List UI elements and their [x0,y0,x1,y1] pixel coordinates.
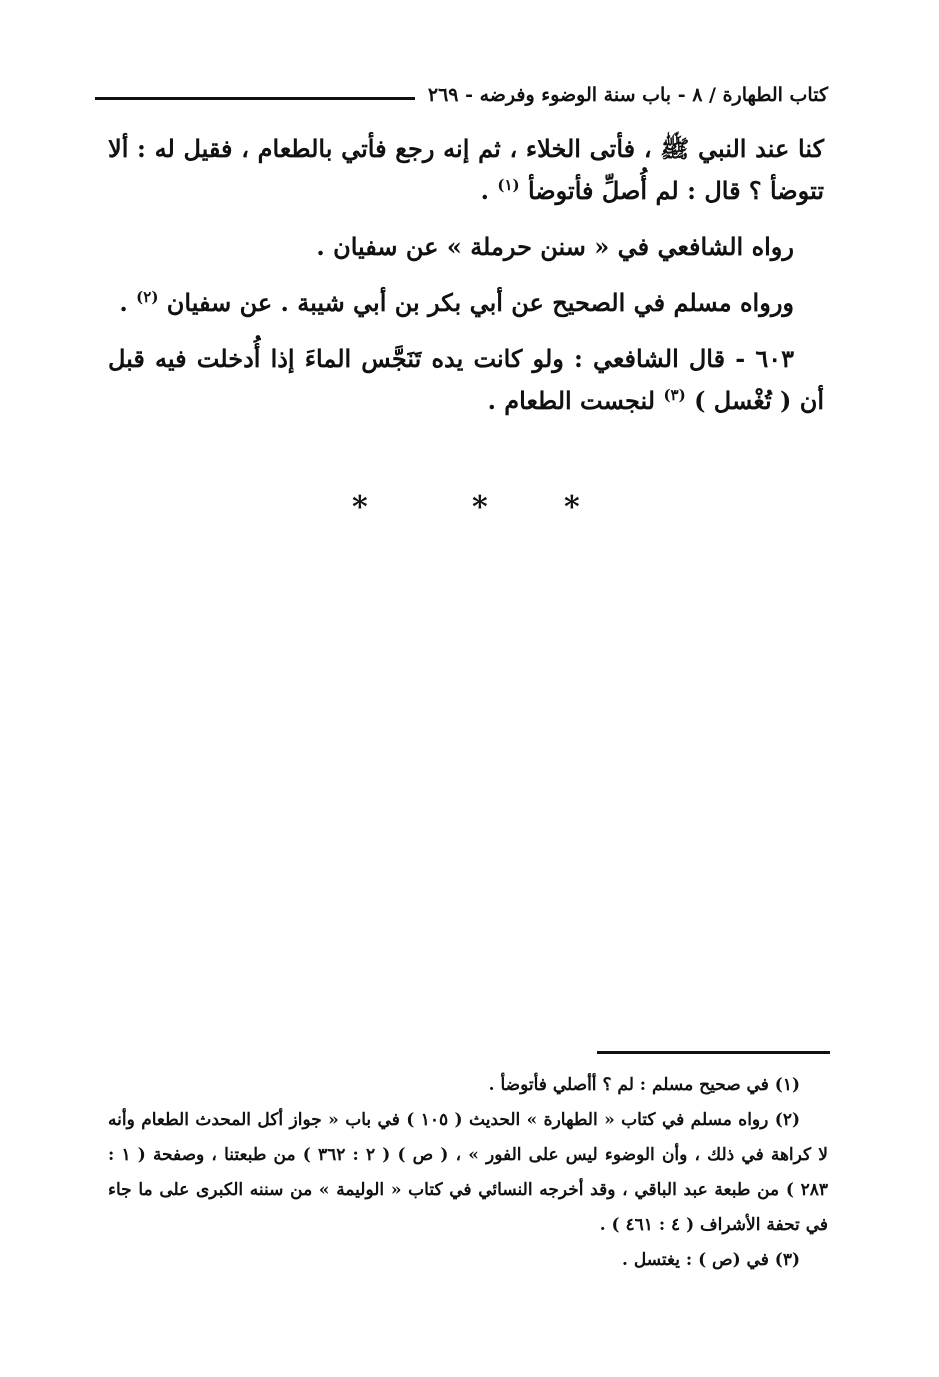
paragraph-muslim-narration [108,282,824,324]
section-separator [340,490,610,530]
asterisk: * [564,490,580,525]
header-rule [95,97,415,100]
footnote-1: (١) في صحيح مسلم : لم ؟ أأصلي فأتوضأ . [488,1075,800,1095]
asterisk: * [352,490,368,525]
paragraph-end: لنجست الطعام . [487,386,664,415]
page-header [95,74,830,114]
asterisk: * [472,490,488,525]
paragraph-text: رواه الشافعي في « سنن حرملة » عن سفيان . [316,232,794,261]
paragraph-text: ورواه مسلم في الصحيح عن أبي بكر بن أبي شيبة . عن سفيان [166,288,794,317]
paragraph-end: . [480,176,498,205]
paragraph-hadith [108,128,824,212]
paragraph-end: . [119,288,137,317]
running-title: كتاب الطهارة / ٨ - باب سنة الوضوء وفرضه - ٢٦٩ [427,84,828,106]
footnote-ref-1: (١) [497,176,520,194]
main-text [108,128,824,436]
footnotes [108,1068,828,1278]
paragraph-text: كنا عند النبي ﷺ ، فأتى الخلاء ، ثم إنه رجع فأتي بالطعام ، فقيل له : ألا تتوضأ ؟ قال : لم أُصلِّ فأتوضأ [108,134,824,205]
paragraph-text: ٦٠٣ - قال الشافعي : ولو كانت يده تَنَجَّس الماءَ إذا أُدخلت فيه قبل أن ( تُغْسل ) [108,344,824,415]
paragraph-603 [108,338,824,422]
footnote-rule [597,1051,830,1054]
footnote-ref-3: (٣) [663,386,686,404]
footnote-2: (٢) رواه مسلم في كتاب « الطهارة » الحديث ( ١٠٥ ) في باب « جواز أكل المحدث الطعام وأنه لا كراهة في ذلك ، وأن الوضوء ليس على الفور » ، ( ص ) ( ٢ : ٣٦٢ ) من طبعتنا ، وصفحة ( ١ : ٢٨٣ ) من طبعة عبد الباقي ، وقد أخرجه النسائي في كتاب « الوليمة » من سننه الكبرى على ما جاء في تحفة الأشراف ( ٤ : ٤٦١ ) . [108,1110,828,1235]
footnote-ref-2: (٢) [136,288,159,306]
footnote-3: (٣) في (ص ) : يغتسل . [622,1250,800,1270]
paragraph-shafii-narration [108,226,824,268]
